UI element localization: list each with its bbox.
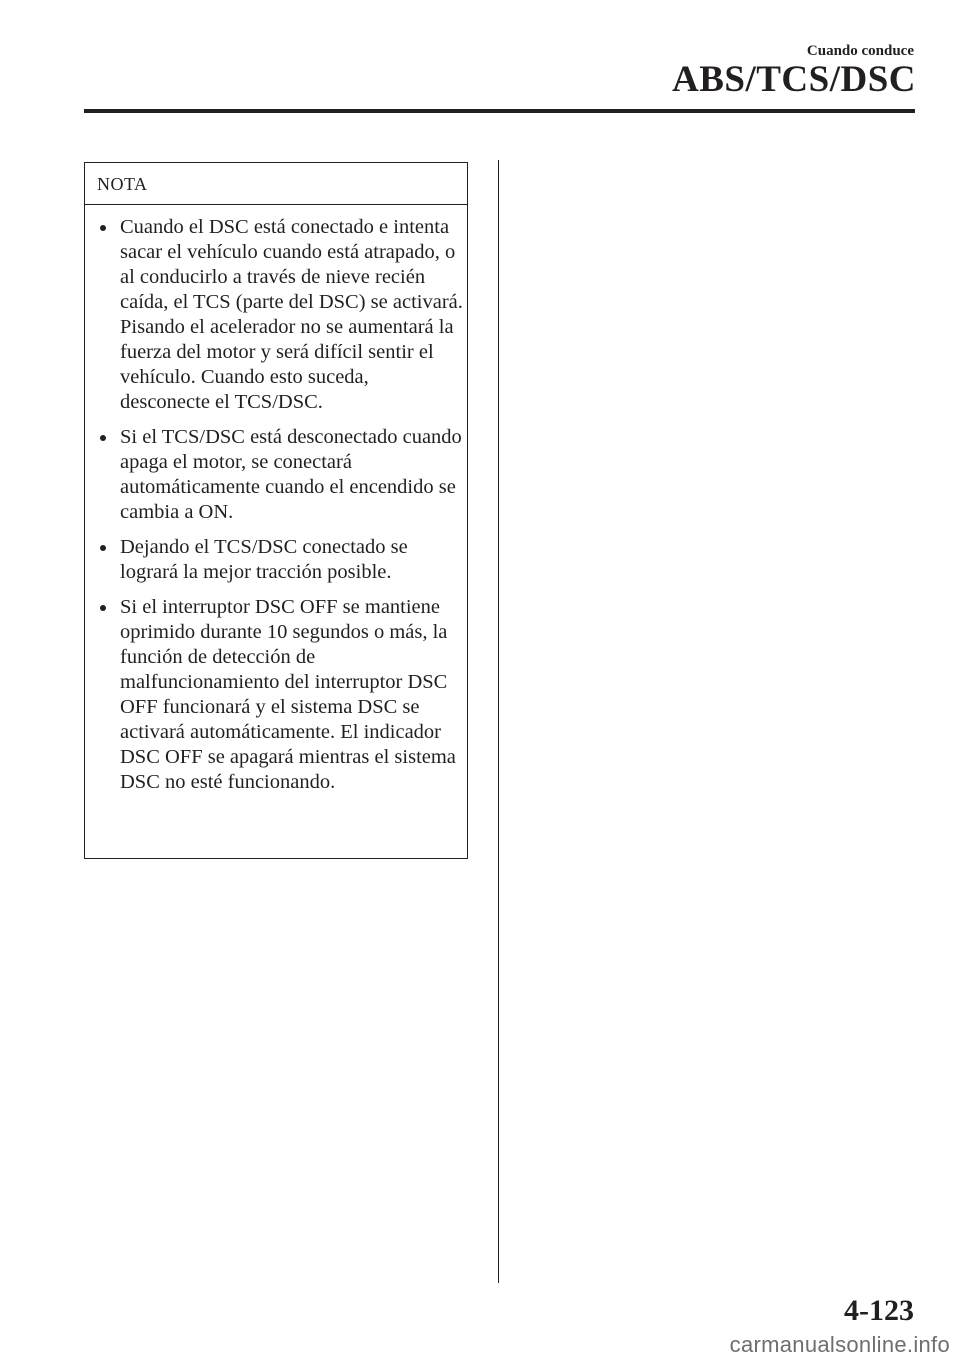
note-heading: NOTA	[85, 163, 467, 205]
list-item	[97, 535, 463, 585]
page-number: 4-123	[844, 1294, 914, 1327]
note-list	[85, 205, 467, 795]
bullet-icon	[100, 605, 106, 611]
bullet-icon	[100, 225, 106, 231]
page-title: ABS/TCS/DSC	[671, 59, 916, 100]
list-item	[97, 425, 463, 525]
list-item	[97, 595, 463, 795]
note-item-text: Si el TCS/DSC está desconectado cuando apaga el motor, se conectará automáticamente cuando el encendido se cambia a ON.	[120, 426, 462, 523]
note-box	[84, 162, 468, 859]
section-label: Cuando conduce	[806, 43, 914, 59]
watermark-text: carmanualsonline.info	[729, 1332, 950, 1357]
bullet-icon	[100, 435, 106, 441]
list-item	[97, 215, 463, 415]
note-item-text: Dejando el TCS/DSC conectado se logrará la mejor tracción posible.	[120, 536, 408, 583]
header-divider	[84, 109, 915, 113]
note-item-text: Si el interruptor DSC OFF se mantiene oprimido durante 10 segundos o más, la función de detección de malfuncionamiento del interruptor DSC OFF funcionará y el sistema DSC se activará automáticamente. El indicador DSC OFF se apagará mientras el sistema DSC no esté funcionando.	[120, 596, 456, 793]
bullet-icon	[100, 545, 106, 551]
column-divider	[498, 160, 499, 1283]
note-item-text: Cuando el DSC está conectado e intenta sacar el vehículo cuando está atrapado, o al conducirlo a través de nieve recién caída, el TCS (parte del DSC) se activará. Pisando el acelerador no se aumentará la fuerza del motor y será difícil sentir el vehículo. Cuando esto suceda, desconecte el TCS/DSC.	[120, 216, 463, 413]
